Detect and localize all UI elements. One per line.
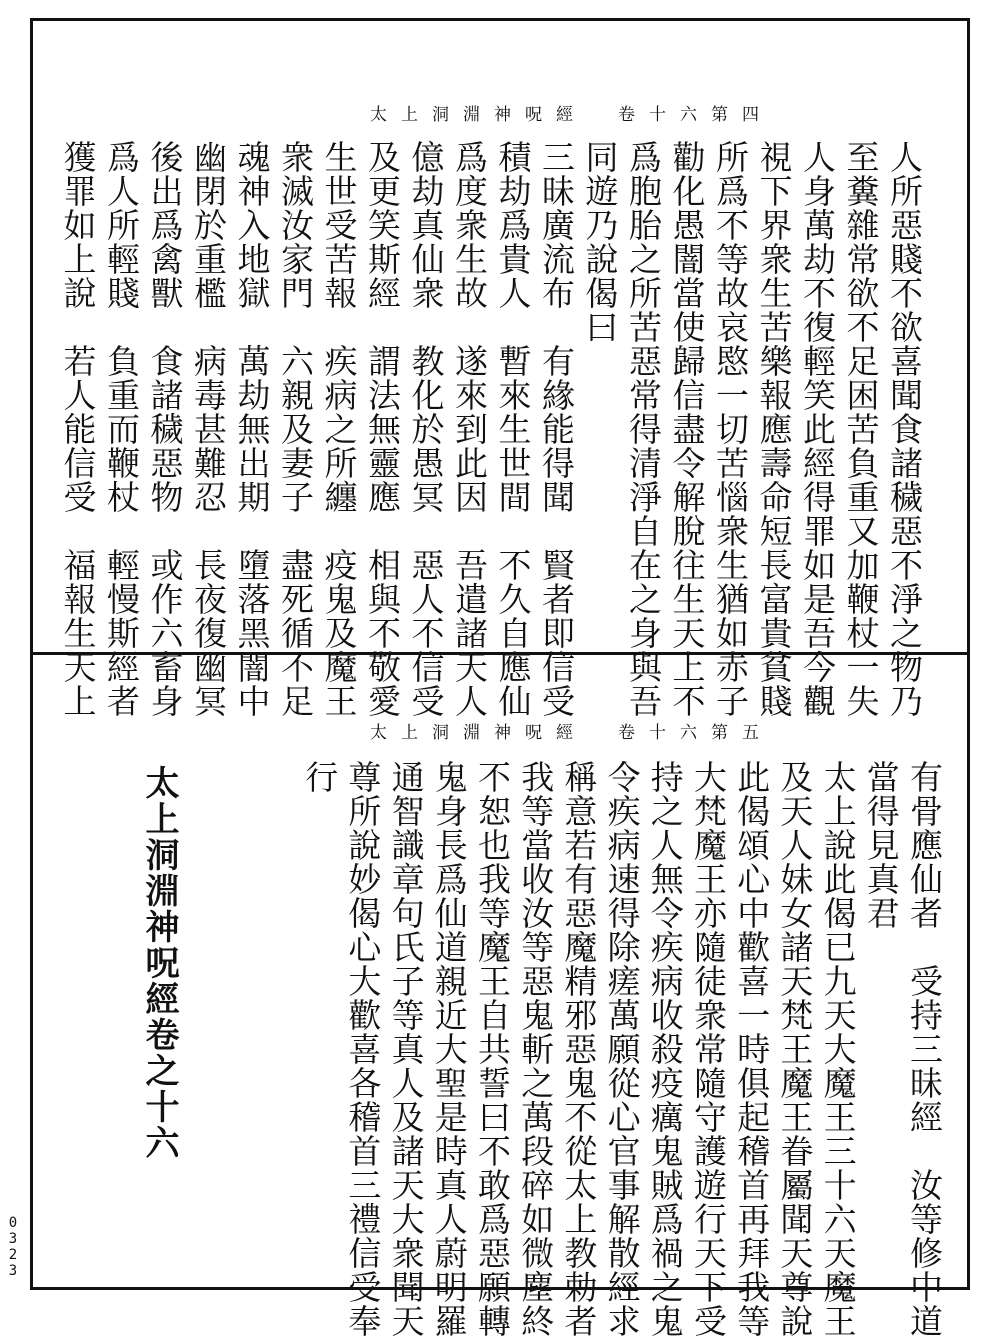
text-column: 億劫真仙衆 教化於愚冥 惡人不信受 <box>406 140 446 718</box>
text-column: 魂神入地獄 萬劫無出期 墮落黑闇中 <box>232 140 272 718</box>
text-column: 積劫爲貴人 暫來生世間 不久自應仙 <box>493 140 533 718</box>
text-column: 爲人所輕賤 負重而鞭杖 輕慢斯經者 <box>102 140 141 718</box>
text-column: 令疾病速得除瘥萬願從心官事解散經求 <box>602 760 642 1338</box>
text-column: 同遊乃說偈曰 <box>580 140 620 344</box>
text-column: 太上說此偈已九天大魔王三十六天魔王 <box>818 760 858 1338</box>
text-column: 我等當收汝等惡鬼斬之萬段碎如微塵終 <box>516 760 556 1338</box>
text-column: 衆滅汝家門 六親及妻子 盡死循不足 <box>276 140 315 718</box>
text-column: 及更笑斯經 謂法無靈應 相與不敬愛 <box>363 140 402 718</box>
text-column: 人所惡賤不欲喜聞食諸穢惡不淨之物乃 <box>885 140 924 718</box>
text-column: 尊所說妙偈心大歡喜各稽首三禮信受奉 <box>343 760 383 1338</box>
text-column: 後出爲禽獸 食諸穢惡物 或作六畜身 <box>145 140 185 718</box>
text-column: 所爲不等故哀愍一切苦惱衆生猶如赤子 <box>711 140 750 718</box>
bottom-page-header: 太上洞淵神呪經 卷十六第五 <box>370 723 773 743</box>
text-column: 當得見真君 <box>861 760 901 930</box>
text-column: 不恕也我等魔王自共誓曰不敢爲惡願轉 <box>473 760 512 1338</box>
text-column: 生世受苦報 疾病之所纏 疫鬼及魔王 <box>319 140 359 718</box>
text-column: 持之人無令疾病收殺疫癘鬼賊爲禍之鬼 <box>645 760 685 1338</box>
text-column: 及天人妹女諸天梵王魔王眷屬聞天尊說 <box>775 760 815 1338</box>
text-column: 三昧廣流布 有緣能得聞 賢者即信受 <box>537 140 576 718</box>
page-number: 0323 <box>5 1215 21 1279</box>
text-column: 大梵魔王亦隨徒衆常隨守護遊行天下受 <box>689 760 728 1338</box>
text-column: 稱意若有惡魔精邪惡鬼不從太上教勅者 <box>559 760 599 1338</box>
text-column: 幽閉於重檻 病毒甚難忍 長夜復幽冥 <box>189 140 228 718</box>
text-column: 爲胞胎之所苦惡常得清淨自在之身與吾 <box>624 140 663 718</box>
top-page-header: 太上洞淵神呪經 卷十六第四 <box>370 105 773 125</box>
text-column: 爲度衆生故 遂來到此因 吾遣諸天人 <box>450 140 489 718</box>
closing-title: 太上洞淵神呪經卷之十六 <box>139 765 179 1161</box>
text-column: 視下界衆生苦樂報應壽命短長富貴貧賤 <box>754 140 794 718</box>
text-column: 鬼身長爲仙道親近大聖是時真人蔚明羅 <box>429 760 469 1338</box>
text-column: 獲罪如上說 若人能信受 福報生天上 <box>58 140 98 718</box>
text-column: 人身萬劫不復輕笑此經得罪如是吾今觀 <box>798 140 837 718</box>
text-column: 此偈頌心中歡喜一時俱起稽首再拜我等 <box>732 760 772 1338</box>
text-column: 通智識章句氏子等真人及諸天大衆聞天 <box>386 760 426 1338</box>
text-column: 有骨應仙者 受持三昧經 汝等修中道 <box>905 760 944 1338</box>
text-column: 勸化愚闇當使歸信盡令解脫往生天上不 <box>667 140 707 718</box>
text-column: 至糞雜常欲不足困苦負重又加鞭杖一失 <box>841 140 881 718</box>
text-column: 行 <box>300 760 340 794</box>
